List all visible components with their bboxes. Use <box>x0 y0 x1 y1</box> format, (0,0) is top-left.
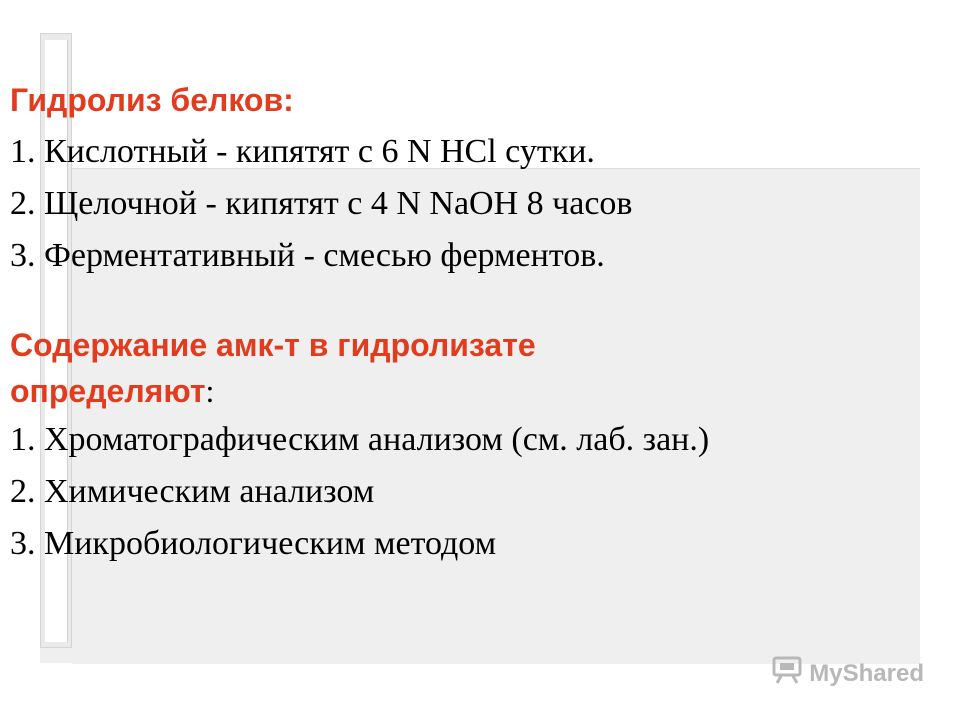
section2-item-2: 2. Химическим анализом <box>10 473 375 510</box>
watermark <box>771 655 924 692</box>
section2-heading-word: определяют <box>10 373 206 409</box>
section2-heading-line2 <box>10 368 930 414</box>
section2-heading-line1: Содержание амк-т в гидролизате <box>10 327 536 363</box>
section2-item-1: 1. Хроматографическим анализом (см. лаб. зан.) <box>10 421 710 458</box>
projector-board-icon <box>771 655 803 692</box>
slide-content <box>10 74 930 570</box>
section2-item-3: 3. Микробиологическим методом <box>10 525 497 562</box>
section1-item-3: 3. Ферментативный - смесью ферментов. <box>10 237 605 274</box>
section1-item-2: 2. Щелочной - кипятят с 4 N NaOH 8 часов <box>10 185 633 222</box>
watermark-text: MyShared <box>809 659 924 687</box>
section1-item-1: 1. Кислотный - кипятят с 6 N HCl сутки. <box>10 133 595 170</box>
section-spacer <box>10 282 930 322</box>
section1-heading: Гидролиз белков: <box>10 82 294 118</box>
section2-heading-colon: : <box>205 373 215 409</box>
